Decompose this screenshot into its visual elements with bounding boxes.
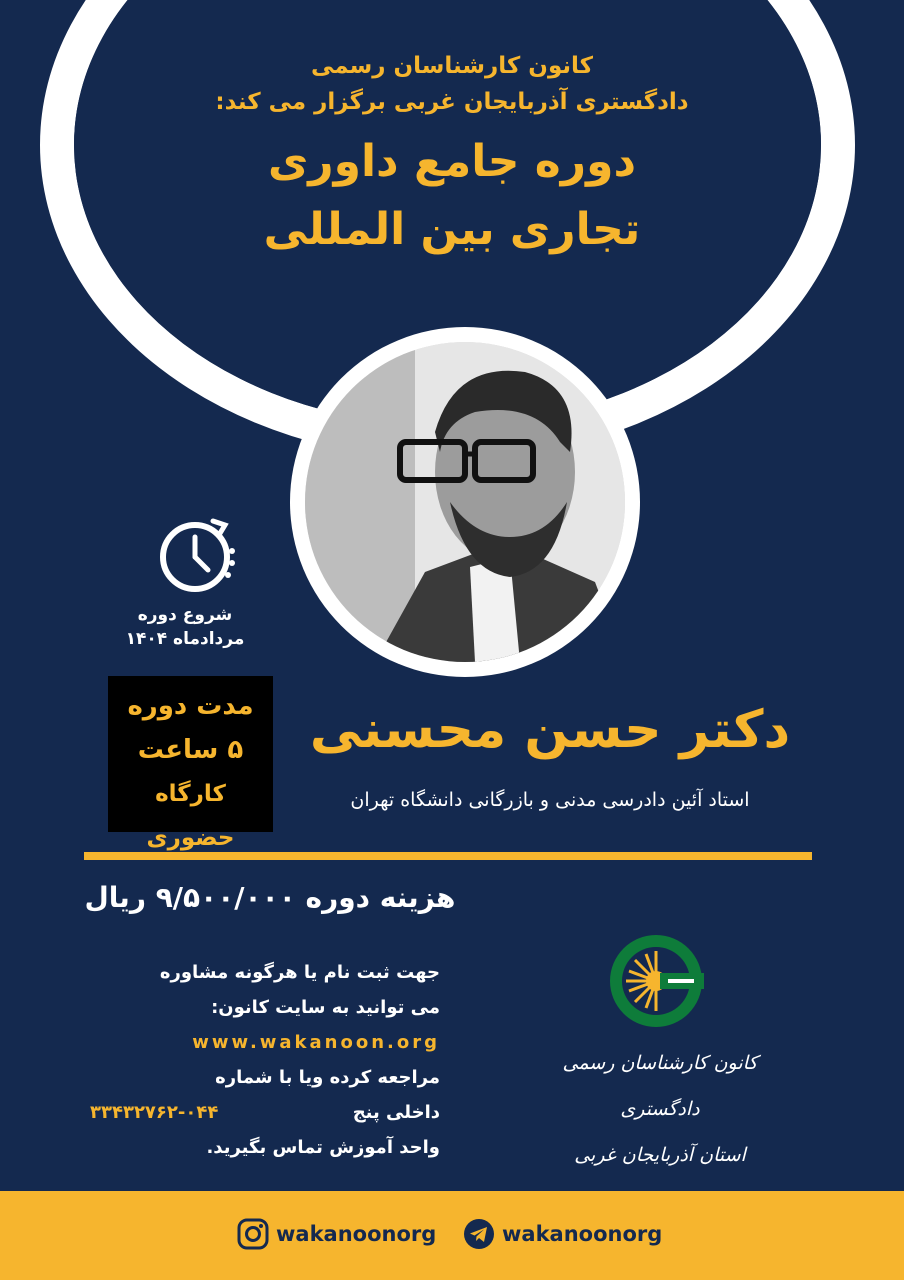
header-line-1: کانون کارشناسان رسمی — [310, 53, 594, 79]
course-title-line-2: تجاری بین المللی — [263, 204, 641, 255]
info-line-3: مراجعه کرده ویا با شماره — [215, 1067, 440, 1088]
clock-icon — [155, 515, 241, 595]
speaker-photo — [305, 342, 625, 662]
instagram-icon — [236, 1217, 270, 1251]
instagram-handle[interactable] — [236, 1214, 436, 1254]
info-line-4: واحد آموزش تماس بگیرید. — [206, 1137, 440, 1158]
duration-hours: ۵ ساعت — [137, 735, 244, 765]
info-line-2: می توانید به سایت کانون: — [211, 997, 440, 1018]
speaker-portrait-image — [305, 342, 625, 662]
contact-info — [90, 955, 440, 1165]
organization-name-line-2: استان آذربایجان غربی — [574, 1144, 746, 1166]
duration-mode: کارگاه حضوری — [146, 781, 235, 851]
course-title — [150, 128, 754, 264]
header — [150, 48, 754, 264]
start-label: شروع دوره — [137, 605, 233, 625]
info-line-1: جهت ثبت نام یا هرگونه مشاوره — [159, 962, 440, 983]
instagram-label: wakanoonorg — [276, 1222, 437, 1246]
duration-label: مدت دوره — [127, 691, 254, 721]
organization-name — [520, 1040, 800, 1178]
divider — [84, 852, 812, 860]
speaker-role: استاد آئین دادرسی مدنی و بازرگانی دانشگاه تهران — [350, 789, 750, 811]
website-link[interactable]: www.wakanoon.org — [192, 1032, 440, 1053]
speaker-name: دکتر حسن محسنی — [309, 700, 791, 760]
telegram-icon — [462, 1217, 496, 1251]
phone-suffix: داخلی پنج — [352, 1102, 440, 1123]
course-title-line-1: دوره جامع داوری — [267, 136, 637, 187]
duration-box — [108, 676, 273, 851]
phone-line — [90, 1095, 440, 1130]
start-date: مردادماه ۱۴۰۴ — [125, 629, 245, 649]
course-fee: هزینه دوره ۹/۵۰۰/۰۰۰ ریال — [84, 881, 456, 914]
phone-number[interactable]: ۳۳۴۳۲۷۶۲-۰۴۴ — [90, 1102, 219, 1123]
organization-name-line-1: کانون کارشناسان رسمی دادگستری — [562, 1052, 758, 1120]
header-line-2: دادگستری آذربایجان غربی برگزار می کند: — [215, 89, 689, 115]
footer-bar — [0, 1191, 904, 1280]
course-start — [110, 603, 260, 651]
telegram-handle[interactable] — [462, 1214, 662, 1254]
telegram-label: wakanoonorg — [502, 1222, 663, 1246]
organization-logo-icon — [608, 933, 704, 1029]
